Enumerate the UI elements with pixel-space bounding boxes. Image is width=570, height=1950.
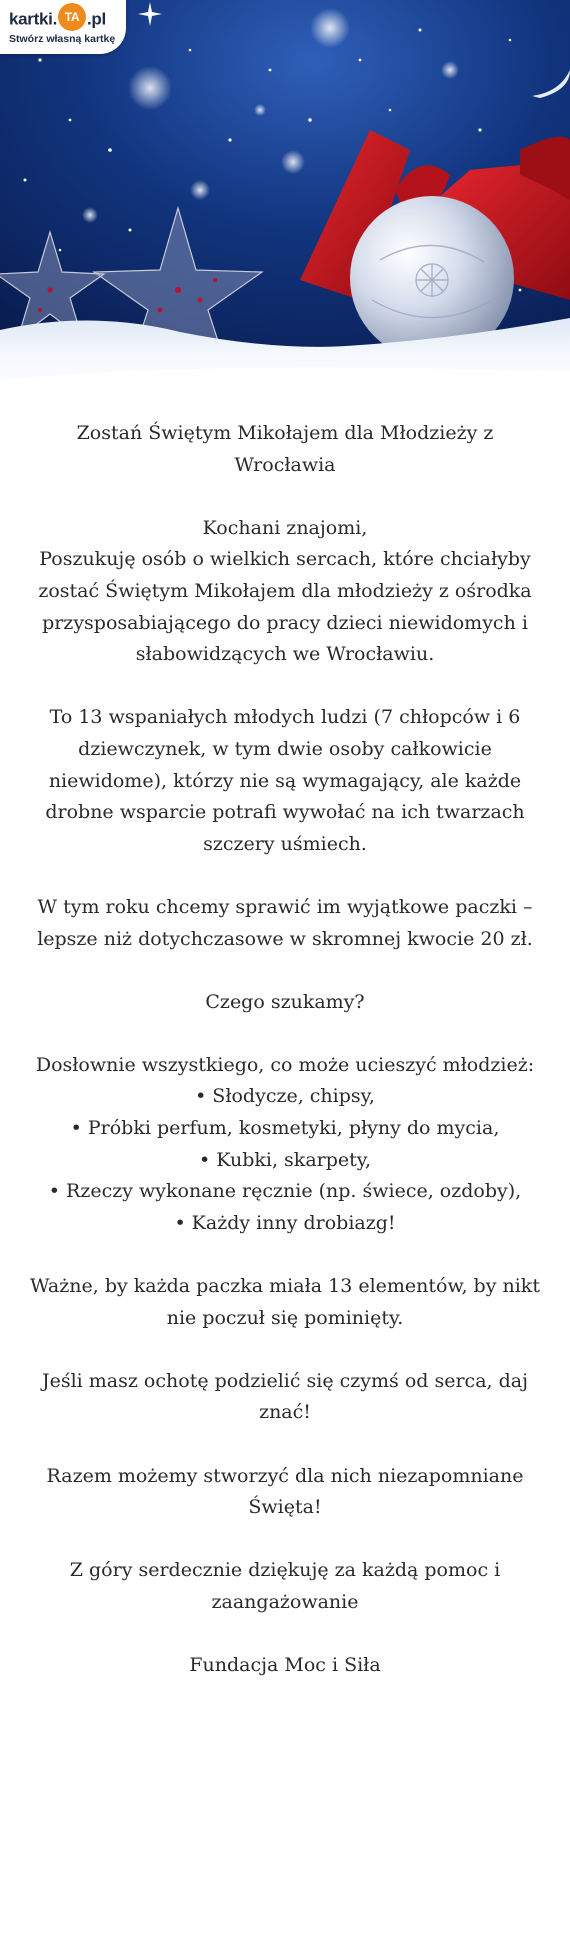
card-message (18, 418, 552, 1682)
title-line-2: Wrocławia (234, 453, 336, 476)
intro-line-1: Poszukuję osób o wielkich sercach, które chciałyby (39, 548, 531, 571)
thanks-line-2: zaangażowanie (211, 1590, 359, 1613)
greeting: Kochani znajomi, (202, 516, 368, 539)
kartki-logo[interactable] (0, 0, 126, 54)
about-line-1: To 13 wspaniałych młodych ludzi (7 chłopców i 6 (49, 706, 521, 729)
logo-brand (9, 6, 106, 34)
logo-badge: TA (58, 3, 86, 31)
about-line-5: szczery uśmiech. (203, 832, 367, 855)
about-line-2: dziewczynek, w tym dwie osoby całkowicie (78, 737, 492, 760)
together-line-2: Święta! (248, 1496, 322, 1519)
intro-line-2: zostać Świętym Mikołajem dla młodzieży z ośrodka (38, 579, 532, 602)
together-line-1: Razem możemy stworzyć dla nich niezapomniane (46, 1464, 524, 1487)
list-item: • Słodycze, chipsy, (195, 1085, 375, 1108)
spacer (18, 860, 552, 892)
list-item: • Rzeczy wykonane ręcznie (np. świece, ozdoby), (48, 1180, 522, 1203)
spacer (18, 1334, 552, 1366)
signature: Fundacja Moc i Siła (189, 1654, 381, 1677)
thanks-line-1: Z góry serdecznie dziękuję za każdą pomoc i (69, 1559, 501, 1582)
logo-brand-left: kartki. (9, 9, 57, 29)
spacer (18, 1524, 552, 1556)
list-item: • Każdy inny drobiazg! (174, 1211, 396, 1234)
about-line-4: drobne wsparcie potrafi wywołać na ich twarzach (45, 801, 525, 824)
spacer (18, 1239, 552, 1271)
important-line-1: Ważne, by każda paczka miała 13 elementów, by nikt (30, 1275, 540, 1298)
spacer (18, 481, 552, 513)
spacer (18, 955, 552, 987)
list-item: • Próbki perfum, kosmetyki, płyny do mycia, (70, 1117, 500, 1140)
share-line-1: Jeśli masz ochotę podzielić się czymś od serca, daj (41, 1369, 528, 1392)
logo-tagline: Stwórz własną kartkę (9, 33, 116, 45)
list-item: • Kubki, skarpety, (198, 1148, 372, 1171)
important-line-2: nie poczuł się pominięty. (166, 1306, 404, 1329)
question: Czego szukamy? (205, 990, 365, 1013)
spacer (18, 1429, 552, 1461)
spacer (18, 1619, 552, 1651)
goal-line-1: W tym roku chcemy sprawić im wyjątkowe paczki – (37, 895, 533, 918)
intro-line-4: słabowidzących we Wrocławiu. (135, 643, 435, 666)
spacer (18, 671, 552, 703)
spacer (18, 1018, 552, 1050)
list-intro: Dosłownie wszystkiego, co może ucieszyć młodzież: (35, 1053, 535, 1076)
title-line-1: Zostań Świętym Mikołajem dla Młodzieży z (76, 422, 494, 444)
goal-line-2: lepsze niż dotychczasowe w skromnej kwocie 20 zł. (37, 927, 533, 950)
about-line-3: niewidome), którzy nie są wymagający, ale każde (48, 769, 522, 792)
share-line-2: znać! (259, 1401, 311, 1424)
logo-brand-right: .pl (87, 9, 106, 29)
intro-line-3: przysposabiającego do pracy dzieci niewidomych i (42, 611, 528, 634)
christmas-header-image (0, 0, 570, 410)
